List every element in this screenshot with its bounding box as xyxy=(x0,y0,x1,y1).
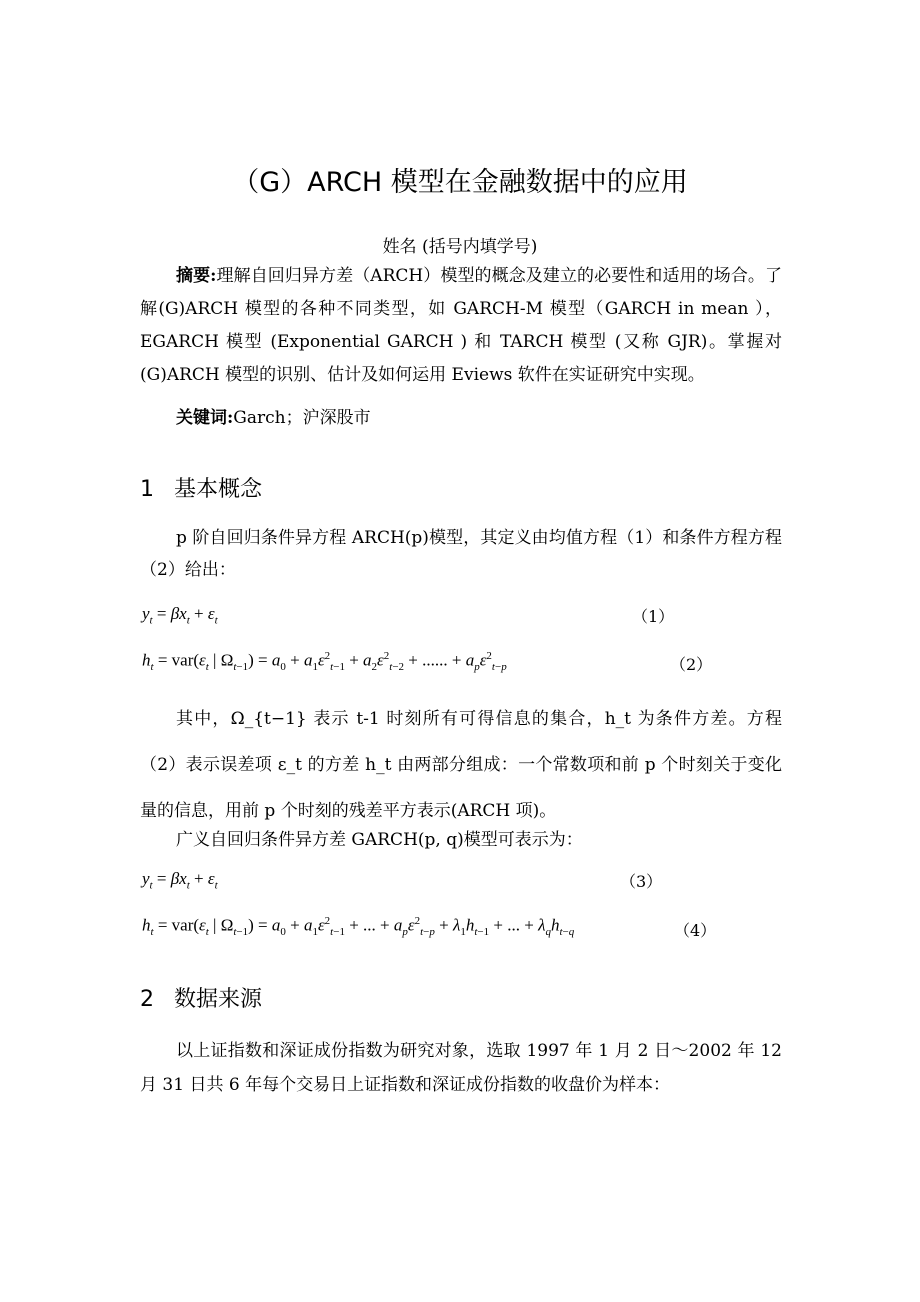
section-1-heading xyxy=(140,472,262,503)
equation-4: $h_t = var(\varepsilon_t$ | $\Omega_{t-1}) = a_0 + a_1\varepsilon^2_{t-1}$ + ... + $a_p\varepsilon^2_{t-p} + \lambda_1h_{t-1}$ + ... + $\lambda_qh_{t-q}$ xyxy=(142,915,575,939)
section-2-number: 2 xyxy=(140,987,154,1012)
equation-4-number: （4） xyxy=(674,921,717,940)
keywords-text: Garch；沪深股市 xyxy=(233,408,371,428)
equation-2-number: （2） xyxy=(670,655,713,674)
keywords-label: 关键词: xyxy=(176,408,234,428)
section-2-heading xyxy=(140,982,262,1013)
equation-3-number: （3） xyxy=(620,872,663,891)
keywords xyxy=(176,403,371,428)
author-line: 姓名 (括号内填学号) xyxy=(382,237,538,257)
equation-1: $y_t = \beta x_t + \varepsilon_t$ xyxy=(142,604,218,627)
section-1-title: 基本概念 xyxy=(174,477,263,502)
paper-title: （G）ARCH 模型在金融数据中的应用 xyxy=(232,167,688,198)
abstract xyxy=(140,260,782,392)
equation-2: $h_t = var(\varepsilon_t$ | $\Omega_{t-1}) = a_0 + a_1\varepsilon^2_{t-1} + a_2\varepsilon^2_{t-2}$ + ...... + $a_p\varepsilon^2_{t-p}$ xyxy=(142,650,507,674)
section-1-intro: p 阶自回归条件异方程 ARCH(p)模型，其定义由均值方程（1）和条件方程方程（2）给出： xyxy=(140,528,782,580)
section-1-paragraph-3: 广义自回归条件异方差 GARCH(p, q)模型可表示为： xyxy=(176,830,583,850)
section-1-number: 1 xyxy=(140,477,154,502)
section-1-paragraph-2: 其中，Ω_{t−1} 表示 t-1 时刻所有可得信息的集合，h_t 为条件方差。方程（2）表示误差项 ε_t 的方差 h_t 由两部分组成：一个常数项和前 p 个时刻关于变化量的信息，用前 p 个时刻的残差平方表示(ARCH 项)。 xyxy=(140,709,782,821)
section-2-paragraph-1: 以上证指数和深证成份指数为研究对象，选取 1997 年 1 月 2 日～2002 年 12 月 31 日共 6 年每个交易日上证指数和深证成份指数的收盘价为样本： xyxy=(140,1041,782,1095)
section-2-title: 数据来源 xyxy=(174,987,263,1012)
equation-1-number: （1） xyxy=(632,607,675,626)
abstract-text: 理解自回归异方差（ARCH）模型的概念及建立的必要性和适用的场合。了解(G)ARCH 模型的各种不同类型，如 GARCH-M 模型（GARCH in mean ），EGARCH 模型 (Exponential GARCH ) 和 TARCH 模型 (又称 GJR)。掌握对 (G)ARCH 模型的识别、估计及如何运用 Eviews 软件在实证研究中实现。 xyxy=(140,266,782,385)
abstract-label: 摘要: xyxy=(176,266,217,286)
equation-3: $y_t = \beta x_t + \varepsilon_t$ xyxy=(142,869,218,892)
